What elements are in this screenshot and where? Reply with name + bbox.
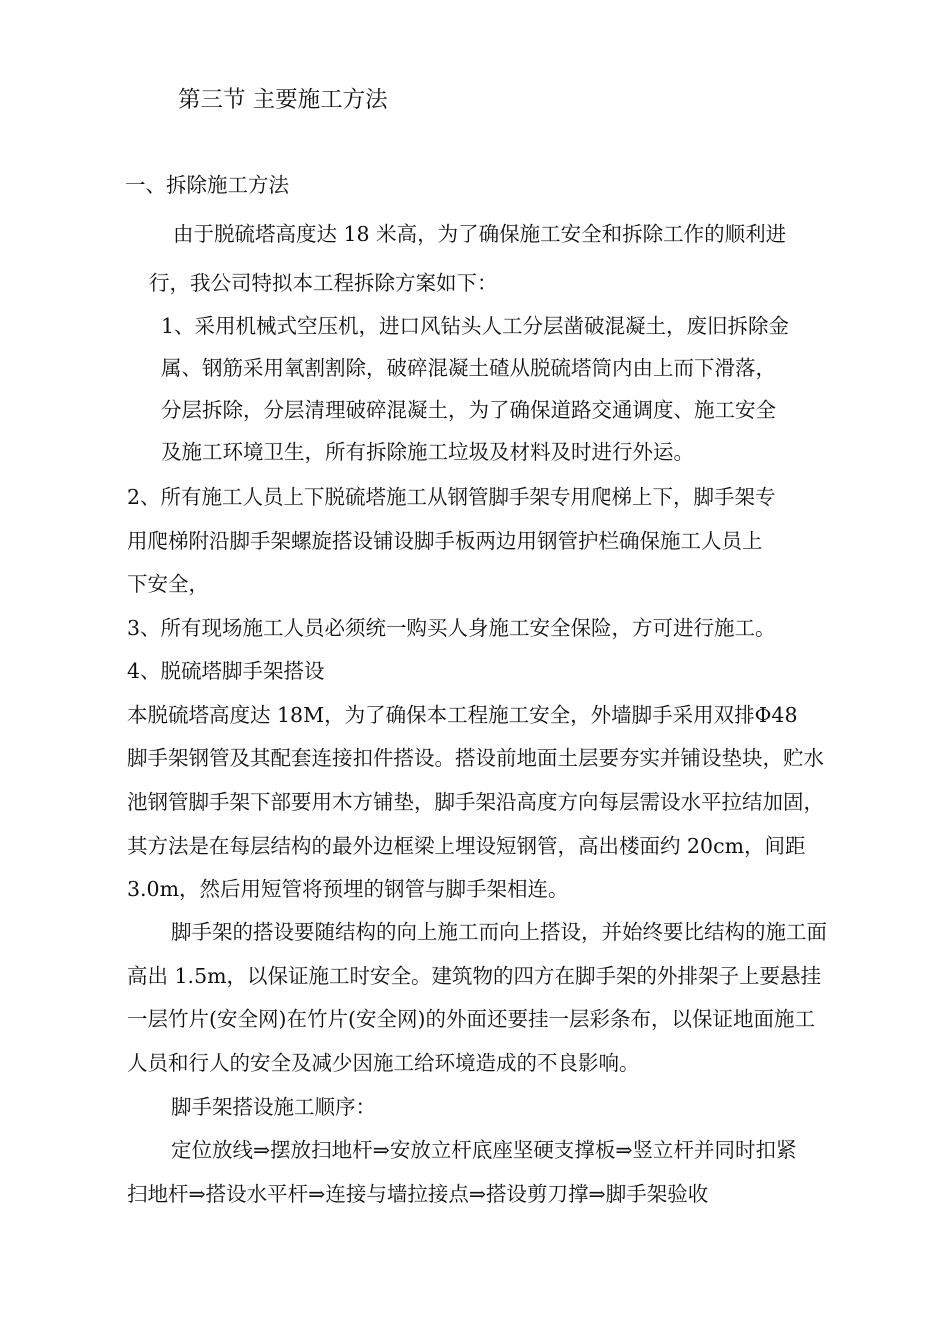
scaffold-erection-paragraph-line: 一层竹片(安全网)在竹片(安全网)的外面还要挂一层彩条布，以保证地面施工 bbox=[127, 1007, 815, 1031]
list-item-1-line: 属、钢筋采用氧割割除，破碎混凝土碴从脱硫塔筒内由上而下滑落， bbox=[161, 356, 776, 380]
list-item-2-line: 下安全， bbox=[127, 572, 209, 596]
list-item-2-line: 用爬梯附沿脚手架螺旋搭设铺设脚手板两边用钢管护栏确保施工人员上 bbox=[127, 529, 763, 553]
scaffold-erection-paragraph-line: 高出 1.5m，以保证施工时安全。建筑物的四方在脚手架的外排架子上要悬挂 bbox=[127, 964, 822, 988]
list-item-1-line: 分层拆除，分层清理破碎混凝土，为了确保道路交通调度、施工安全 bbox=[161, 398, 776, 422]
scaffold-paragraph-line: 本脱硫塔高度达 18M，为了确保本工程施工安全，外墙脚手采用双排Φ48 bbox=[127, 703, 798, 727]
section-title: 第三节 主要施工方法 bbox=[178, 87, 388, 113]
scaffold-paragraph-line: 其方法是在每层结构的最外边框梁上埋设短钢管，高出楼面约 20cm，间距 bbox=[127, 834, 806, 858]
paragraph-line: 行，我公司特拟本工程拆除方案如下： bbox=[149, 271, 498, 295]
scaffold-erection-paragraph-line: 人员和行人的安全及减少因施工给环境造成的不良影响。 bbox=[127, 1051, 640, 1075]
paragraph-line: 由于脱硫塔高度达 18 米高，为了确保施工安全和拆除工作的顺利进 bbox=[173, 222, 787, 246]
list-item-1-line: 及施工环境卫生，所有拆除施工垃圾及材料及时进行外运。 bbox=[161, 440, 694, 464]
list-item-2-line: 2、所有施工人员上下脱硫塔施工从钢管脚手架专用爬梯上下，脚手架专 bbox=[127, 485, 776, 509]
scaffold-paragraph-line: 池钢管脚手架下部要用木方铺垫，脚手架沿高度方向每层需设水平拉结加固， bbox=[127, 790, 824, 814]
list-item-1-line: 1、采用机械式空压机，进口风钻头人工分层凿破混凝土，废旧拆除金 bbox=[161, 314, 790, 338]
sequence-line: 扫地杆⇒搭设水平杆⇒连接与墙拉接点⇒搭设剪刀撑⇒脚手架验收 bbox=[127, 1182, 709, 1206]
sequence-line: 定位放线⇒摆放扫地杆⇒安放立杆底座坚硬支撑板⇒竖立杆并同时扣紧 bbox=[171, 1138, 797, 1162]
list-item-3: 3、所有现场施工人员必须统一购买人身施工安全保险，方可进行施工。 bbox=[127, 616, 776, 640]
scaffold-paragraph-line: 脚手架钢管及其配套连接扣件搭设。搭设前地面土层要夯实并铺设垫块，贮水 bbox=[127, 746, 824, 770]
sequence-heading: 脚手架搭设施工顺序： bbox=[171, 1095, 376, 1119]
scaffold-paragraph-line: 3.0m，然后用短管将预埋的钢管与脚手架相连。 bbox=[127, 877, 569, 901]
list-item-4-heading: 4、脱硫塔脚手架搭设 bbox=[127, 659, 325, 683]
heading-demolition: 一、拆除施工方法 bbox=[125, 173, 289, 197]
scaffold-erection-paragraph-line: 脚手架的搭设要随结构的向上施工而向上搭设，并始终要比结构的施工面 bbox=[171, 920, 827, 944]
